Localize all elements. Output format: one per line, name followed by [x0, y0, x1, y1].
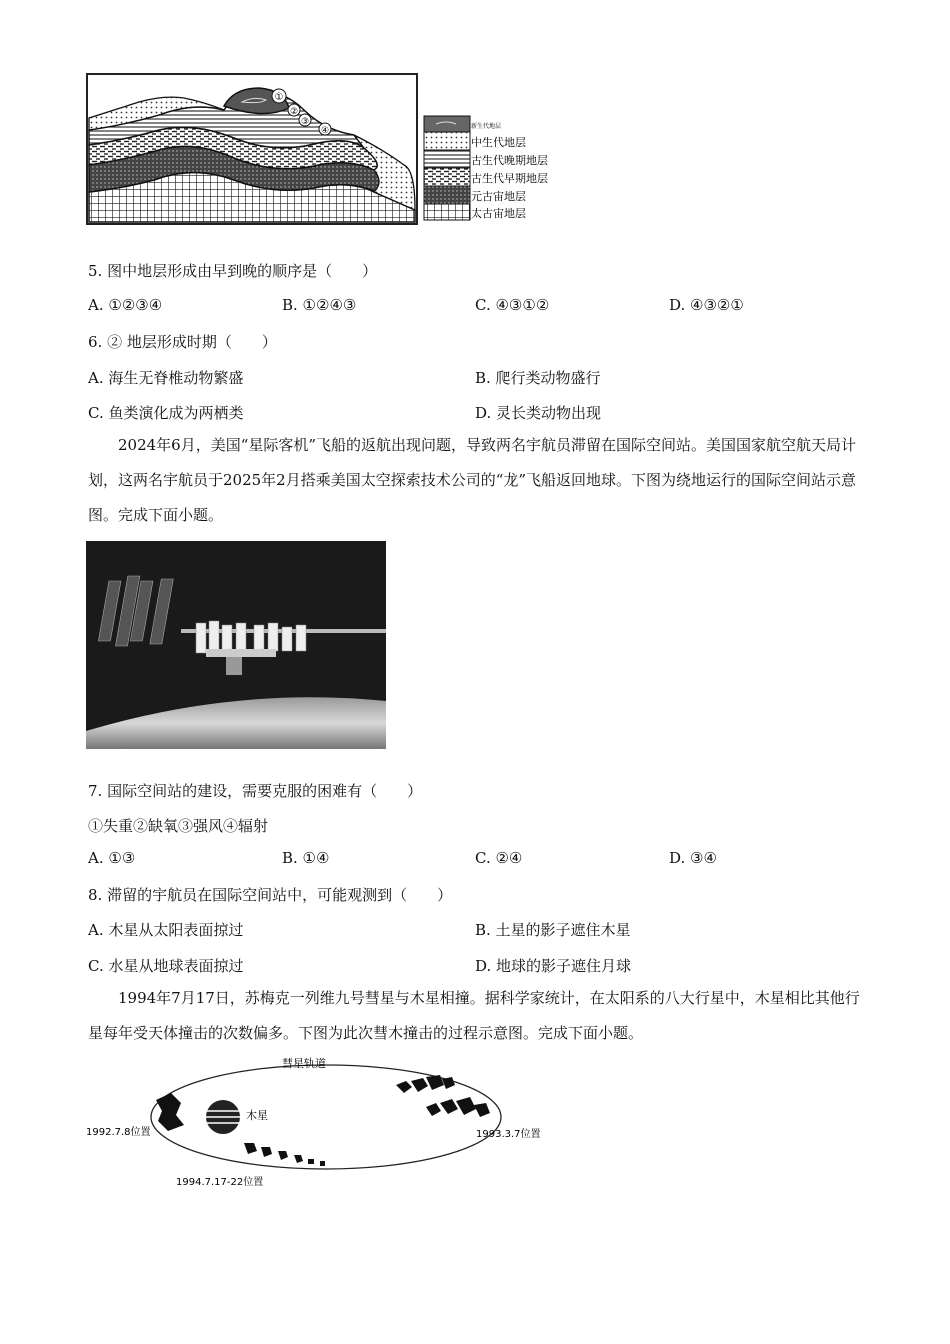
q7-items: ①失重②缺氧③强风④辐射: [88, 817, 269, 835]
label-3: ③: [300, 117, 310, 127]
legend-3: 古生代早期地层: [471, 172, 548, 185]
passage-iss: 2024年6月，美国“星际客机”飞船的返航出现问题，导致两名宇航员滞留在国际空间站。美国国家航空航天局计划，这两名宇航员于2025年2月搭乘美国太空探索技术公司的“龙”飞船返回地球。下图为绕地运行的国际空间站示意图。完成下面小题。: [88, 436, 857, 524]
q8-stem: 8. 滞留的宇航员在国际空间站中，可能观测到（ ）: [88, 886, 453, 904]
q6-option-b[interactable]: B. 爬行类动物盛行: [475, 369, 601, 387]
q7-option-c[interactable]: C. ②④: [475, 849, 523, 867]
legend-4: 元古宙地层: [471, 190, 526, 203]
strata-legend: [424, 116, 548, 220]
q5-option-b[interactable]: B. ①②④③: [282, 296, 357, 314]
q6-option-a[interactable]: A. 海生无脊椎动物繁盛: [88, 369, 244, 387]
passage-comet: 1994年7月17日，苏梅克一列维九号彗星与木星相撞。据科学家统计，在太阳系的八大行星中，木星相比其他行星每年受天体撞击的次数偏多。下图为此次彗木撞击的过程示意图。完成下面小题。: [88, 989, 860, 1042]
legend-1: 中生代地层: [471, 136, 526, 149]
label-2: ②: [289, 107, 299, 117]
q7-option-a[interactable]: A. ①③: [88, 849, 136, 867]
q7-option-b[interactable]: B. ①④: [282, 849, 330, 867]
label-1: ①: [274, 92, 284, 103]
pos-1993-label: 1993.3.7位置: [476, 1129, 541, 1140]
q6-option-c[interactable]: C. 鱼类演化成为两栖类: [88, 404, 244, 422]
iss-photo: [86, 541, 386, 749]
comet-orbit-diagram: [86, 1055, 556, 1190]
q7-stem: 7. 国际空间站的建设，需要克服的困难有（ ）: [88, 782, 423, 800]
pos-1994-label: 1994.7.17-22位置: [176, 1177, 264, 1188]
legend-2: 古生代晚期地层: [471, 154, 548, 167]
pos-1992-label: 1992.7.8位置: [86, 1127, 151, 1138]
q6-option-d[interactable]: D. 灵长类动物出现: [475, 404, 602, 422]
q7-option-d[interactable]: D. ③④: [669, 849, 717, 867]
comet-fragments-1993: [396, 1075, 490, 1117]
comet-1992: [156, 1093, 184, 1131]
q5-option-a[interactable]: A. ①②③④: [88, 296, 163, 314]
strata-diagram: [84, 70, 574, 230]
q5-option-d[interactable]: D. ④③②①: [669, 296, 744, 314]
jupiter-label: 木星: [246, 1109, 268, 1122]
legend-0: 新生代地层: [471, 123, 502, 130]
legend-5: 太古宙地层: [471, 207, 526, 220]
q6-stem: 6. ② 地层形成时期（ ）: [88, 333, 277, 351]
label-4: ④: [320, 126, 330, 136]
orbit-label: 彗星轨道: [282, 1057, 326, 1070]
q8-option-a[interactable]: A. 木星从太阳表面掠过: [88, 921, 244, 939]
q8-option-c[interactable]: C. 水星从地球表面掠过: [88, 957, 244, 975]
jupiter: [206, 1100, 240, 1134]
q8-option-b[interactable]: B. 土星的影子遮住木星: [475, 921, 631, 939]
q8-option-d[interactable]: D. 地球的影子遮住月球: [475, 957, 632, 975]
q5-option-c[interactable]: C. ④③①②: [475, 296, 550, 314]
comet-fragments-1994: [244, 1143, 325, 1166]
q5-stem: 5. 图中地层形成由早到晚的顺序是（ ）: [88, 262, 378, 280]
